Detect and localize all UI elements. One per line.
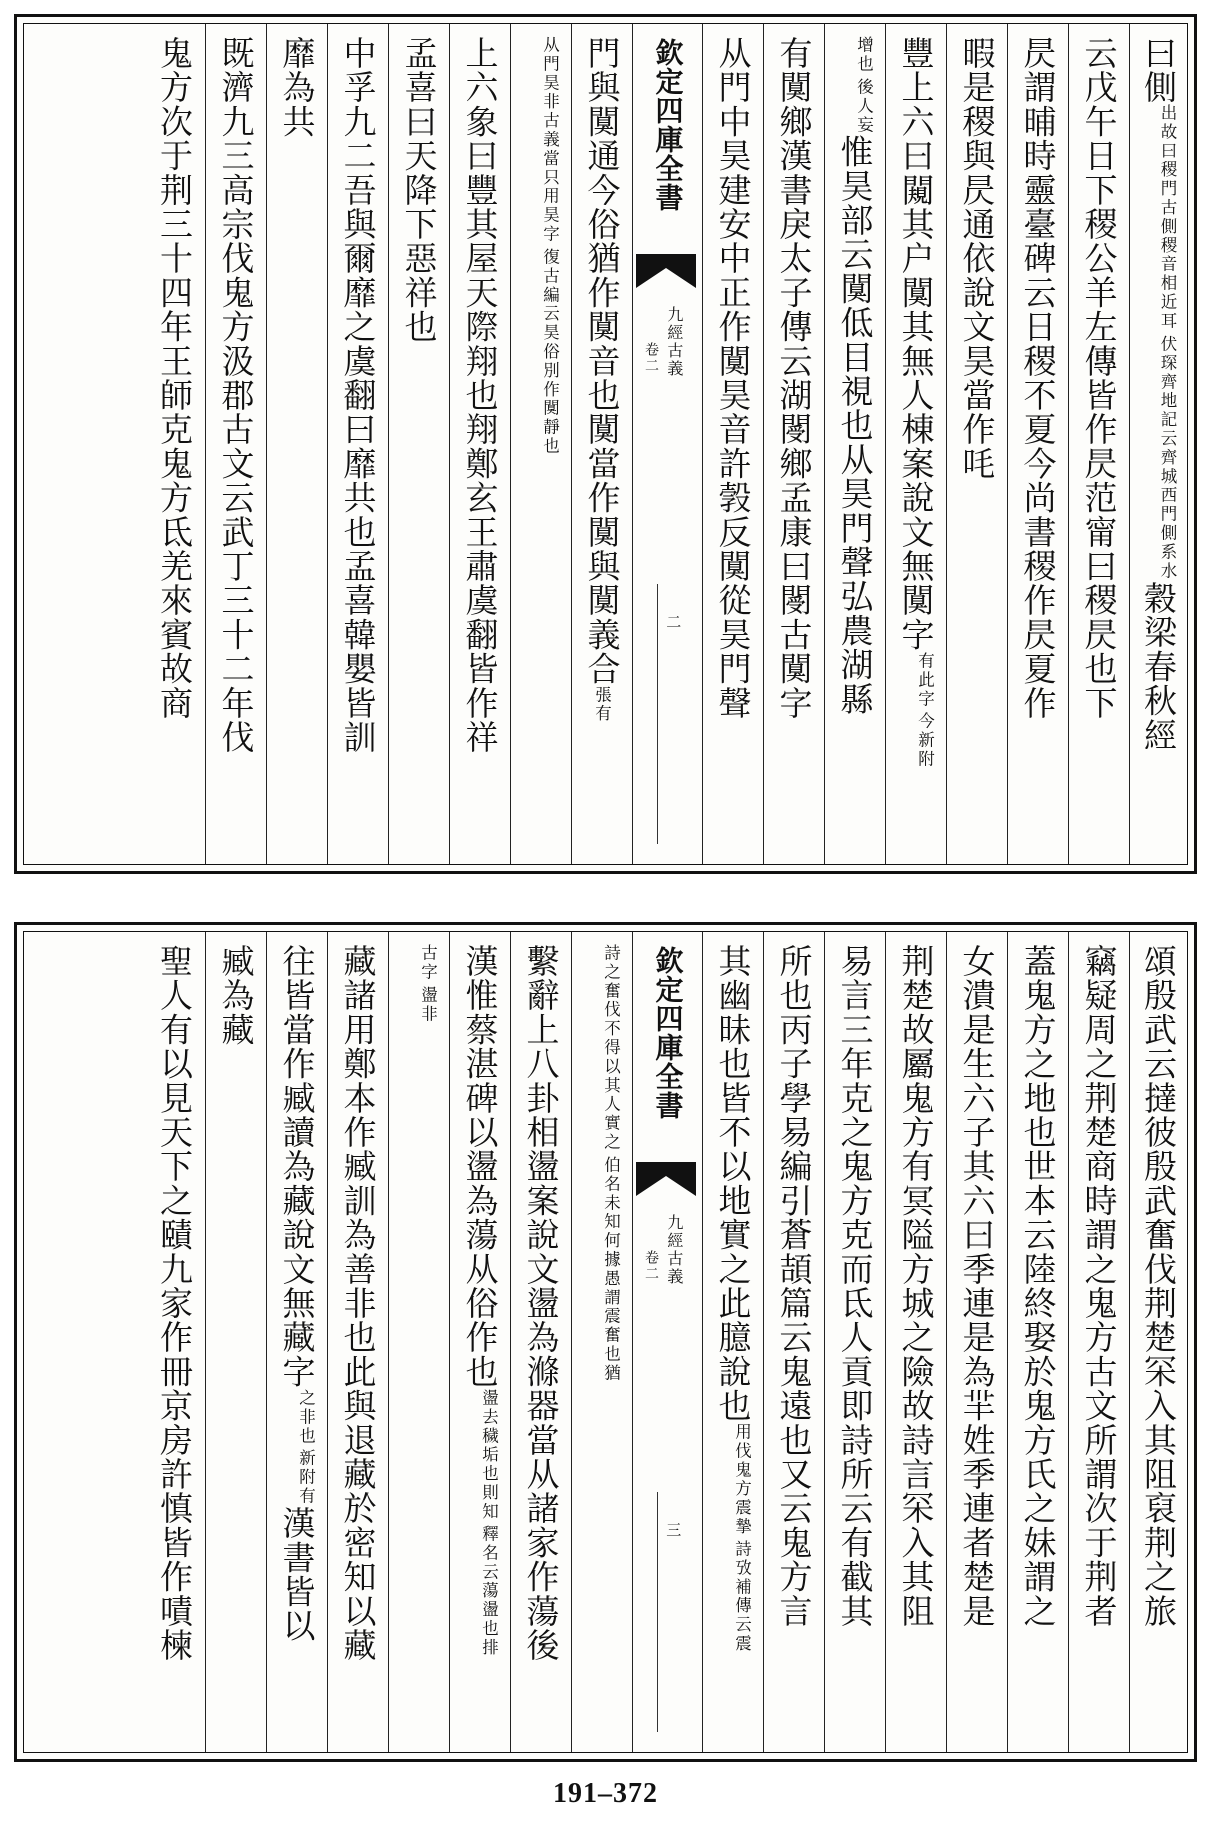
text-column xyxy=(1007,932,1068,1752)
interlinear-note: 伏琛齊地記云齊城西門側系水 出故曰稷門古側稷音相近耳 xyxy=(1158,104,1177,581)
main-text-continued: 穀梁春秋經 xyxy=(1139,580,1178,752)
text-column xyxy=(763,24,824,864)
book-title: 九經古義 xyxy=(664,1214,684,1286)
main-text-continued: 漢書皆以 xyxy=(277,1506,317,1643)
text-column xyxy=(266,932,327,1752)
text-column xyxy=(205,932,266,1752)
collection-title: 欽定四庫全書 xyxy=(651,38,685,212)
column-text: 易言三年克之鬼方克而氐人貢即詩所云有截其 xyxy=(835,944,875,1628)
column-text: 聖人有以見天下之賾九家作冊京房許慎皆作嘖楝 xyxy=(155,944,194,1663)
column-text: 云戊午日下稷公羊左傳皆作昃范甯曰稷昃也下 xyxy=(1079,36,1119,720)
column-text xyxy=(277,944,317,1643)
text-column xyxy=(885,932,946,1752)
column-text: 上六象曰豐其屋天際翔也翔鄭玄王肅虞翻皆作祥 xyxy=(460,36,500,755)
interlinear-note: 復古編云昊俗別作闃靜也 从門昊非古義當只用昊字 xyxy=(540,36,560,456)
text-column xyxy=(1068,932,1129,1752)
collection-title: 欽定四庫全書 xyxy=(651,946,685,1120)
interlinear-note: 釋名云蕩盪也排 盪去穢垢也則知 xyxy=(479,1388,499,1658)
column-text xyxy=(586,944,619,1383)
column-text xyxy=(713,944,753,1654)
interlinear-note: 伯名未知何據愚謂震奮也猶 詩之奮伐不得以其人實之 xyxy=(601,944,621,1383)
text-column xyxy=(327,932,388,1752)
text-column xyxy=(885,24,946,864)
text-column xyxy=(205,24,266,864)
column-text xyxy=(403,944,436,1024)
page-number: 191–372 xyxy=(553,1778,658,1809)
column-text: 靡為共 xyxy=(277,36,317,139)
folio-number: 二 xyxy=(664,614,683,629)
text-column xyxy=(1129,932,1187,1752)
column-text: 竊疑周之荆楚商時謂之鬼方古文所謂次于荆者 xyxy=(1079,944,1119,1628)
column-text: 所也丙子學易編引蒼頡篇云鬼遠也又云鬼方言 xyxy=(774,944,814,1628)
column-text: 暇是稷與昃通依說文昊當作㕰 xyxy=(957,36,997,481)
text-column xyxy=(1007,24,1068,864)
text-column xyxy=(144,932,205,1752)
text-column xyxy=(144,24,205,864)
text-column xyxy=(571,932,632,1752)
text-column xyxy=(388,24,449,864)
upper-folio-frame xyxy=(23,23,1188,865)
lower-folio-page xyxy=(14,922,1197,1762)
interlinear-note: 今新附 有此字 xyxy=(915,651,935,770)
main-text: 曰側 xyxy=(1139,36,1178,105)
column-text: 藏諸用鄭本作臧訓為善非也此與退藏於密知以藏 xyxy=(338,944,378,1663)
text-column xyxy=(946,24,1007,864)
volume-label: 卷二 xyxy=(643,342,659,374)
text-column xyxy=(510,24,571,864)
text-column xyxy=(946,932,1007,1752)
text-column xyxy=(702,24,763,864)
main-text: 漢惟蔡湛碑以盪為蕩从俗作也 xyxy=(460,944,500,1389)
text-column xyxy=(571,24,632,864)
interlinear-note: 張有 xyxy=(592,685,612,724)
lower-columns xyxy=(24,932,1187,1752)
main-text: 豐上六曰闚其户闃其無人棟案說文無闃字 xyxy=(896,36,936,652)
column-text: 昃謂晡時靈臺碑云日稷不夏今尚書稷作昃夏作 xyxy=(1018,36,1058,720)
book-title: 九經古義 xyxy=(664,306,684,378)
column-text xyxy=(1139,36,1178,752)
text-column xyxy=(327,24,388,864)
volume-label: 卷二 xyxy=(643,1250,659,1282)
text-column xyxy=(510,932,571,1752)
column-text: 鬼方次于荆三十四年王師克鬼方氐羌來賓故商 xyxy=(155,36,194,720)
interlinear-note: 後人妄 增也 xyxy=(854,36,874,135)
text-column xyxy=(449,24,510,864)
text-column xyxy=(449,932,510,1752)
interlinear-note: 盪非 古字 xyxy=(418,944,438,1024)
column-text xyxy=(460,944,500,1658)
upper-columns xyxy=(24,24,1187,864)
center-fold-column xyxy=(632,932,702,1752)
interlinear-note: 詩攷補傳云震 用伐鬼方震摯 xyxy=(732,1422,752,1654)
text-column xyxy=(824,932,885,1752)
interlinear-note: 新附有 之非也 xyxy=(296,1388,316,1507)
column-text: 女潰是生六子其六曰季連是為羋姓季連者楚是 xyxy=(957,944,997,1628)
column-text: 蓋鬼方之地也世本云陸終娶於鬼方氏之妹謂之 xyxy=(1018,944,1058,1628)
column-text: 既濟九三高宗伐鬼方汲郡古文云武丁三十二年伐 xyxy=(216,36,256,755)
column-text: 孟喜曰天降下惡祥也 xyxy=(399,36,439,344)
column-text xyxy=(896,36,936,770)
column-text: 臧為藏 xyxy=(216,944,256,1047)
text-column xyxy=(1129,24,1187,864)
column-text xyxy=(835,36,875,716)
text-column xyxy=(1068,24,1129,864)
column-text xyxy=(582,36,622,724)
column-text: 繫辭上八卦相盪案說文盪為滌器當从諸家作蕩後 xyxy=(521,944,561,1663)
upper-folio-page xyxy=(14,14,1197,874)
fishtail-mark-icon xyxy=(636,254,696,288)
fishtail-mark-icon xyxy=(636,1162,696,1196)
fold-line xyxy=(657,1492,658,1732)
fold-line xyxy=(657,584,658,844)
center-fold-column xyxy=(632,24,702,864)
column-text xyxy=(525,36,558,456)
text-column xyxy=(266,24,327,864)
main-text: 往皆當作臧讀為藏說文無藏字 xyxy=(277,944,317,1389)
text-column xyxy=(824,24,885,864)
column-text: 中孚九二吾與爾靡之虞翻曰靡共也孟喜韓嬰皆訓 xyxy=(338,36,378,755)
lower-folio-frame xyxy=(23,931,1188,1753)
column-text: 頌殷武云撻彼殷武奮伐荆楚罙入其阻裒荆之旅 xyxy=(1139,944,1178,1628)
text-column xyxy=(763,932,824,1752)
column-text: 从門中昊建安中正作闃昊音許㝅反闃從昊門聲 xyxy=(713,36,753,720)
column-text: 荆楚故屬鬼方有冥隘方城之險故詩言罙入其阻 xyxy=(896,944,936,1628)
column-text: 有闃鄉漢書戾太子傳云湖閿鄉孟康曰閿古闃字 xyxy=(774,36,814,720)
folio-number: 三 xyxy=(664,1522,683,1537)
main-text: 門與闃通今俗猶作闃音也闃當作闃與闃義合 xyxy=(582,36,622,686)
text-column xyxy=(388,932,449,1752)
main-text: 惟昊部云闃低目視也从昊門聲弘農湖縣 xyxy=(835,134,875,716)
text-column xyxy=(702,932,763,1752)
main-text: 其幽昧也皆不以地實之此臆說也 xyxy=(713,944,753,1423)
